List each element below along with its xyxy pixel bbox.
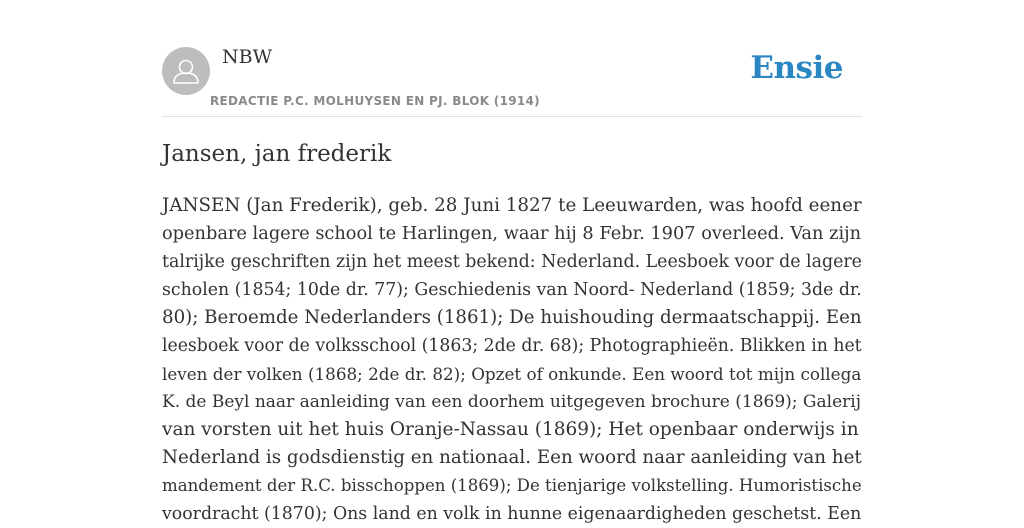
article-line: van vorsten uit het huis Oranje-Nassau (1869); Het openbaar onderwijs in [162, 419, 859, 440]
article-line: leven der volken (1868; 2de dr. 82); Opzet of onkunde. Een woord tot mijn collega [162, 364, 862, 384]
article-line: voordracht (1870); Ons land en volk in hunne eigenaardigheden geschetst. Een [162, 504, 862, 524]
article-line: Nederland is godsdienstig en nationaal. Een woord naar aanleiding van het [162, 447, 862, 468]
article-line: talrijke geschriften zijn het meest bekend: Nederland. Leesboek voor de lagere [162, 252, 862, 272]
article-title: Jansen, jan frederik [162, 141, 392, 167]
article-body [162, 192, 862, 528]
article-line: openbare lagere school te Harlingen, waar hij 8 Febr. 1907 overleed. Van zijn [162, 224, 862, 244]
source-header [162, 0, 862, 117]
source-name[interactable]: NBW [222, 46, 273, 68]
article-line: JANSEN (Jan Frederik), geb. 28 Juni 1827 te Leeuwarden, was hoofd eener [162, 195, 862, 216]
page [162, 0, 862, 524]
article-line: K. de Beyl naar aanleiding van een doorhem uitgegeven brochure (1869); Galerij [162, 392, 861, 412]
source-credit: REDACTIE P.C. MOLHUYSEN EN PJ. BLOK (1914) [210, 94, 540, 108]
avatar[interactable] [162, 47, 210, 95]
article-line: leesboek voor de volksschool (1863; 2de dr. 68); Photographieën. Blikken in het [162, 336, 862, 356]
article-line: mandement der R.C. bisschoppen (1869); De tienjarige volkstelling. Humoristische [162, 476, 862, 495]
brand-logo[interactable]: Ensie [750, 50, 843, 86]
user-silhouette-icon [162, 47, 210, 95]
article-line: 80); Beroemde Nederlanders (1861); De huishouding dermaatschappij. Een [162, 307, 862, 328]
article-line: scholen (1854; 10de dr. 77); Geschiedenis van Noord- Nederland (1859; 3de dr. [162, 280, 862, 300]
